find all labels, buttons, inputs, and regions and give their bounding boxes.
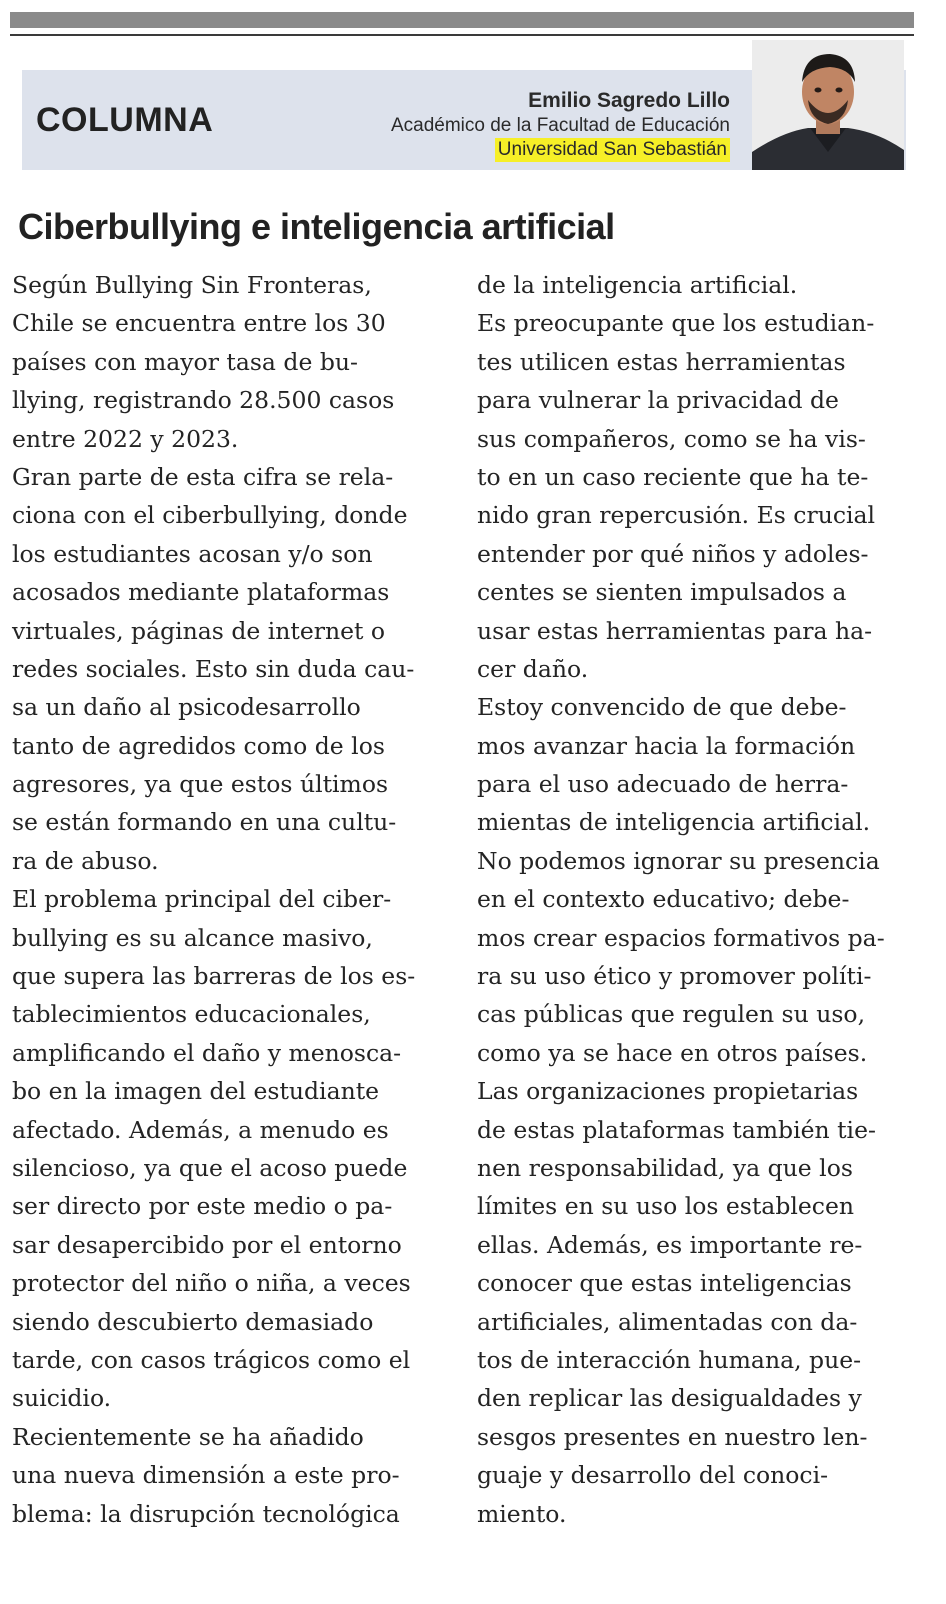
text-line: mos crear espacios formativos pa- <box>477 923 885 952</box>
top-rule-divider <box>10 34 914 36</box>
text-line: sesgos presentes en nuestro len- <box>477 1422 868 1451</box>
text-line: suicidio. <box>12 1384 112 1413</box>
text-line: una nueva dimensión a este pro- <box>12 1461 400 1490</box>
text-line: en el contexto educativo; debe- <box>477 885 850 914</box>
text-line: sar desapercibido por el entorno <box>12 1230 402 1259</box>
author-name: Emilio Sagredo Lillo <box>528 89 730 112</box>
text-line: ciona con el ciberbullying, donde <box>12 501 408 530</box>
text-line: bo en la imagen del estudiante <box>12 1077 380 1106</box>
text-line: guaje y desarrollo del conoci- <box>477 1461 829 1490</box>
text-line: blema: la disrupción tecnológica <box>12 1499 400 1528</box>
text-line: mientas de inteligencia artificial. <box>477 808 871 837</box>
author-block <box>391 88 730 162</box>
text-line: miento. <box>477 1499 567 1528</box>
text-line: protector del niño o niña, a veces <box>12 1269 411 1298</box>
text-line: artificiales, alimentadas con da- <box>477 1307 858 1336</box>
text-line: Gran parte de esta cifra se rela- <box>12 462 394 491</box>
text-line: siendo descubierto demasiado <box>12 1307 374 1336</box>
text-line: Es preocupante que los estudian- <box>477 309 875 338</box>
text-line: No podemos ignorar su presencia <box>477 846 880 875</box>
text-line: entre 2022 y 2023. <box>12 424 239 453</box>
text-line: ra su uso ético y promover políti- <box>477 962 872 991</box>
text-line: tablecimientos educacionales, <box>12 1000 371 1029</box>
text-line: Chile se encuentra entre los 30 <box>12 309 386 338</box>
text-line: Según Bullying Sin Fronteras, <box>12 271 372 299</box>
text-line: para vulnerar la privacidad de <box>477 386 839 415</box>
text-line: acosados mediante plataformas <box>12 578 390 607</box>
author-portrait-icon <box>752 40 904 170</box>
text-line: usar estas herramientas para ha- <box>477 616 873 645</box>
text-line: de estas plataformas también tie- <box>477 1115 876 1144</box>
text-line: bullying es su alcance masivo, <box>12 923 373 952</box>
text-line: para el uso adecuado de herra- <box>477 770 849 799</box>
text-line: tanto de agredidos como de los <box>12 731 385 760</box>
text-line: los estudiantes acosan y/o son <box>12 539 373 568</box>
text-line: amplificando el daño y menosca- <box>12 1038 402 1067</box>
text-line: to en un caso reciente que ha te- <box>477 462 869 491</box>
text-line: ser directo por este medio o pa- <box>12 1192 393 1221</box>
text-line: den replicar las desigualdades y <box>477 1384 862 1413</box>
text-line: silencioso, ya que el acoso puede <box>12 1153 408 1182</box>
text-line: de la inteligencia artificial. <box>477 271 798 299</box>
text-line: sus compañeros, como se ha vis- <box>477 424 866 453</box>
section-label: COLUMNA <box>36 101 214 139</box>
top-gray-bar <box>10 12 914 28</box>
text-line: ellas. Además, es importante re- <box>477 1230 863 1259</box>
text-line: ra de abuso. <box>12 846 159 875</box>
author-photo <box>752 40 904 170</box>
text-line: tes utilicen estas herramientas <box>477 347 846 376</box>
text-line: se están formando en una cultu- <box>12 808 397 837</box>
text-line: entender por qué niños y adoles- <box>477 539 869 568</box>
text-line: cas públicas que regulen su uso, <box>477 1000 866 1029</box>
article-column-right <box>477 266 917 1533</box>
text-line: Las organizaciones propietarias <box>477 1077 859 1106</box>
text-line: conocer que estas inteligencias <box>477 1269 852 1298</box>
text-line: redes sociales. Esto sin duda cau- <box>12 654 415 683</box>
text-line: tarde, con casos trágicos como el <box>12 1345 411 1374</box>
text-line: mos avanzar hacia la formación <box>477 731 856 760</box>
text-line: agresores, ya que estos últimos <box>12 770 389 799</box>
text-line: límites en su uso los establecen <box>477 1192 854 1221</box>
text-line: llying, registrando 28.500 casos <box>12 386 395 415</box>
text-line: virtuales, páginas de internet o <box>12 616 386 645</box>
text-line: países con mayor tasa de bu- <box>12 347 358 376</box>
author-role: Académico de la Facultad de Educación <box>390 115 730 136</box>
text-line: como ya se hace en otros países. <box>477 1038 868 1067</box>
text-line: tos de interacción humana, pue- <box>477 1345 862 1374</box>
text-line: El problema principal del ciber- <box>12 885 392 914</box>
author-organization: Universidad San Sebastián <box>495 138 730 162</box>
text-line: cer daño. <box>477 654 589 683</box>
text-line: sa un daño al psicodesarrollo <box>12 693 361 722</box>
text-line: nen responsabilidad, ya que los <box>477 1153 853 1182</box>
text-line: nido gran repercusión. Es crucial <box>477 501 876 530</box>
article-headline: Ciberbullying e inteligencia artificial <box>18 206 615 247</box>
text-line: centes se sienten impulsados a <box>477 578 847 607</box>
text-line: Recientemente se ha añadido <box>12 1422 364 1451</box>
text-line: Estoy convencido de que debe- <box>477 693 847 722</box>
text-line: que supera las barreras de los es- <box>12 962 416 991</box>
text-line: afectado. Además, a menudo es <box>12 1115 389 1144</box>
article-column-left <box>12 266 450 1533</box>
